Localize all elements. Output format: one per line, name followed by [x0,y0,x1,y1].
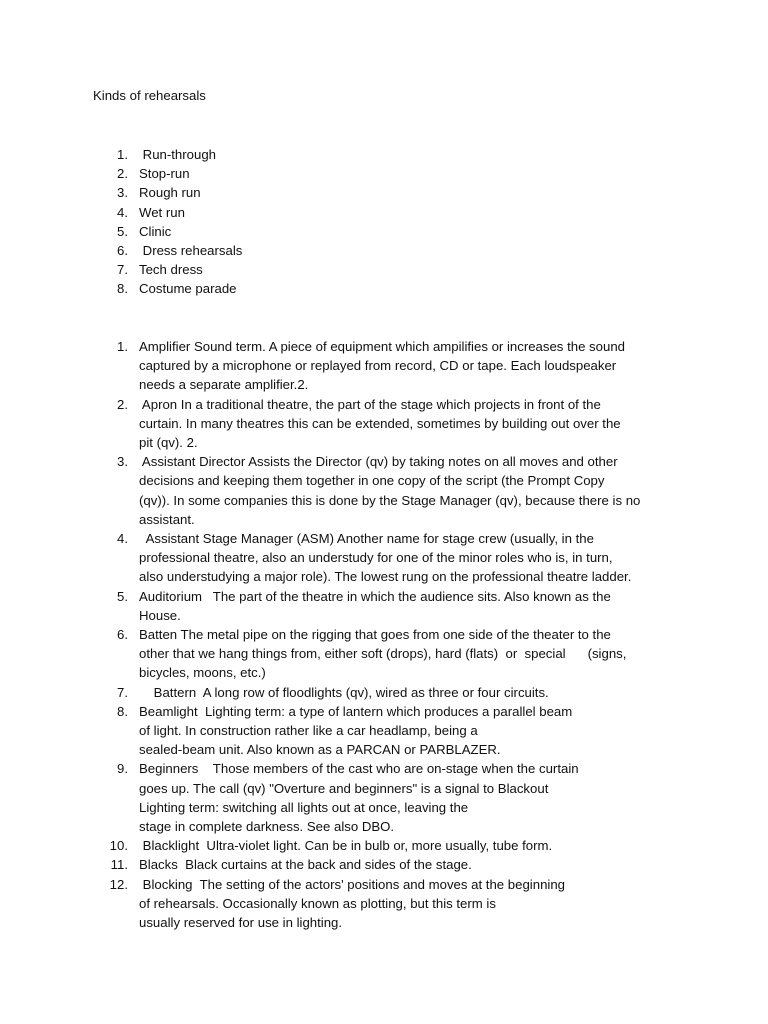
list-number: 7. [117,684,128,700]
glossary-entry [103,875,683,933]
list-number: 2. [117,396,128,412]
text-line: Blocking The setting of the actors' positions and moves at the beginning [139,876,565,892]
text-line: Beamlight Lighting term: a type of lantern which produces a parallel beam [139,703,573,719]
list-number: 5. [117,223,128,239]
list-number: 3. [117,185,128,201]
glossary-entry-text [139,587,683,625]
text-line: Battern A long row of floodlights (qv), wired as three or four circuits. [139,684,549,700]
list-item [103,164,503,183]
glossary-entry-text [139,875,683,933]
text-line: decisions and keeping them together in one copy of the script (the Prompt Copy [139,473,605,489]
text-line: goes up. The call (qv) "Overture and beginners" is a signal to Blackout [139,780,549,796]
text-line: Blacks Black curtains at the back and sides of the stage. [139,857,472,873]
list-item-text: Dress rehearsals [139,243,243,259]
list-number: 3. [117,454,128,470]
list-number: 4. [117,531,128,547]
list-item-text: Rough run [139,185,201,201]
list-number: 6. [117,627,128,643]
list-item [103,145,503,164]
glossary-entry [103,759,683,836]
list-item-text: Wet run [139,204,185,220]
list-item-text: Clinic [139,223,172,239]
glossary-entry-text [139,759,683,836]
text-line: Blacklight Ultra-violet light. Can be in bulb or, more usually, tube form. [139,838,553,854]
glossary-entry [103,683,683,702]
text-line: captured by a microphone or replayed from record, CD or tape. Each loudspeaker [139,358,617,374]
text-line: other that we hang things from, either soft (drops), hard (flats) or special (signs, [139,646,627,662]
list-number: 5. [117,588,128,604]
list-item [103,260,503,279]
glossary-entry-text [139,702,683,760]
text-line: of light. In construction rather like a car headlamp, being a [139,723,478,739]
list-item-text: Tech dress [139,262,203,278]
text-line: Assistant Director Assists the Director (qv) by taking notes on all moves and other [139,454,618,470]
rehearsal-kinds-list [103,145,503,299]
glossary-list [103,337,683,932]
glossary-entry-text [139,529,683,587]
list-number: 1. [117,147,128,162]
text-line: stage in complete darkness. See also DBO. [139,819,395,835]
list-number: 10. [109,838,128,854]
glossary-entry [103,529,683,587]
glossary-entry [103,855,683,874]
list-item-text: Stop-run [139,166,190,182]
text-line: assistant. [139,511,195,527]
text-line: Amplifier Sound term. A piece of equipment which ampilifies or increases the sound [139,339,625,354]
list-number: 8. [117,703,128,719]
glossary-entry [103,337,683,395]
list-item-text: Costume parade [139,281,237,297]
text-line: curtain. In many theatres this can be extended, sometimes by building out over the [139,415,621,431]
text-line: needs a separate amplifier.2. [139,377,309,393]
text-line: Batten The metal pipe on the rigging that goes from one side of the theater to the [139,627,611,643]
list-number: 12. [109,876,128,892]
text-line: bicycles, moons, etc.) [139,665,266,681]
glossary-entry [103,625,683,683]
text-line: Lighting term: switching all lights out at once, leaving the [139,799,469,815]
document-title: Kinds of rehearsals [93,88,206,103]
list-number: 4. [117,204,128,220]
glossary-entry [103,702,683,760]
glossary-entry [103,587,683,625]
list-item [103,183,503,202]
list-item-text: Run-through [139,147,216,162]
list-item [103,241,503,260]
text-line: Apron In a traditional theatre, the part of the stage which projects in front of the [139,396,601,412]
list-item [103,279,503,298]
list-number: 11. [110,857,128,873]
list-item [103,222,503,241]
list-number: 1. [117,339,128,354]
text-line: sealed-beam unit. Also known as a PARCAN or PARBLAZER. [139,742,501,758]
text-line: pit (qv). 2. [139,435,198,451]
glossary-entry-text [139,683,683,702]
text-line: (qv)). In some companies this is done by the Stage Manager (qv), because there is no [139,492,641,508]
glossary-entry [103,836,683,855]
list-number: 2. [117,166,128,182]
list-number: 7. [117,262,128,278]
glossary-entry-text [139,625,683,683]
glossary-entry-text [139,337,683,395]
glossary-entry-text [139,395,683,453]
list-item [103,203,503,222]
list-number: 8. [117,281,128,297]
glossary-entry [103,395,683,453]
list-number: 9. [117,761,128,777]
text-line: usually reserved for use in lighting. [139,915,343,931]
text-line: of rehearsals. Occasionally known as plotting, but this term is [139,895,496,911]
list-number: 6. [117,243,128,259]
glossary-entry [103,452,683,529]
text-line: Auditorium The part of the theatre in which the audience sits. Also known as the [139,588,611,604]
glossary-entry-text [139,452,683,529]
text-line: professional theatre, also an understudy for one of the minor roles who is, in turn, [139,550,613,566]
text-line: Beginners Those members of the cast who are on-stage when the curtain [139,761,579,777]
text-line: House. [139,607,181,623]
text-line: Assistant Stage Manager (ASM) Another name for stage crew (usually, in the [139,531,594,547]
glossary-entry-text [139,855,683,874]
text-line: also understudying a major role). The lowest rung on the professional theatre ladder. [139,569,632,585]
glossary-entry-text [139,836,683,855]
